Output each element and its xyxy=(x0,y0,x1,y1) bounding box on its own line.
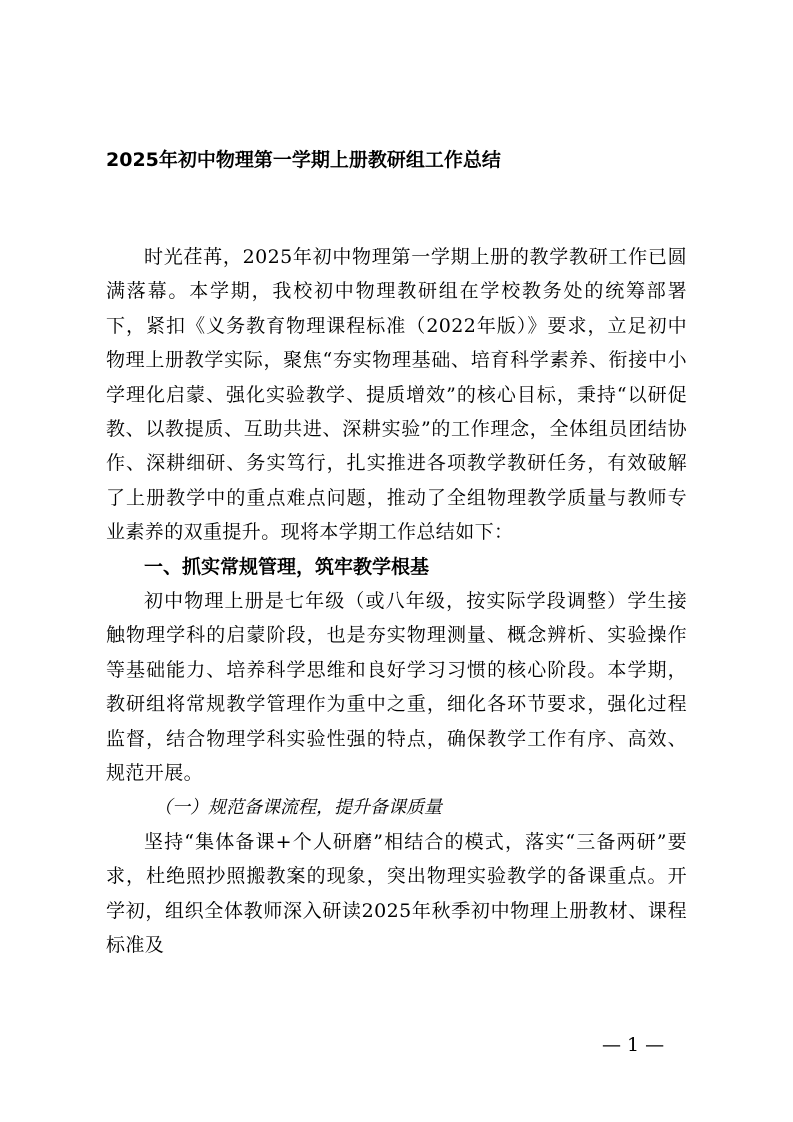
document-body xyxy=(106,240,687,963)
subsection-1-paragraph: 坚持“集体备课+个人研磨”相结合的模式，落实“三备两研”要求，杜绝照抄照搬教案的现象，突出物理实验教学的备课重点。开学初，组织全体教师深入研读2025年秋季初中物理上册教材、课程标准及 xyxy=(106,830,687,957)
document-title: 2025年初中物理第一学期上册教研组工作总结 xyxy=(106,149,501,171)
section-heading-1: 一、抓实常规管理，筑牢教学根基 xyxy=(144,555,430,578)
page-number: — 1 — xyxy=(602,1034,665,1056)
section-1-paragraph: 初中物理上册是七年级（或八年级，按实际学段调整）学生接触物理学科的启蒙阶段，也是夯实物理测量、概念辨析、实验操作等基础能力、培养科学思维和良好学习习惯的核心阶段。本学期，教研组将常规教学管理作为重中之重，细化各环节要求，强化过程监督，结合物理学科实验性强的特点，确保教学工作有序、高效、规范开展。 xyxy=(106,590,687,785)
subsection-heading-1: （一）规范备课流程，提升备课质量 xyxy=(154,796,442,818)
intro-paragraph: 时光荏苒，2025年初中物理第一学期上册的教学教研工作已圆满落幕。本学期，我校初中物理教研组在学校教务处的统筹部署下，紧扣《义务教育物理课程标准（2022年版）》要求，立足初中物理上册教学实际，聚焦“夯实物理基础、培育科学素养、衔接中小学理化启蒙、强化实验教学、提质增效”的核心目标，秉持“以研促教、以教提质、互助共进、深耕实验”的工作理念，全体组员团结协作、深耕细研、务实笃行，扎实推进各项教学教研任务，有效破解了上册教学中的重点难点问题，推动了全组物理教学质量与教师专业素养的双重提升。现将本学期工作总结如下： xyxy=(106,246,687,544)
